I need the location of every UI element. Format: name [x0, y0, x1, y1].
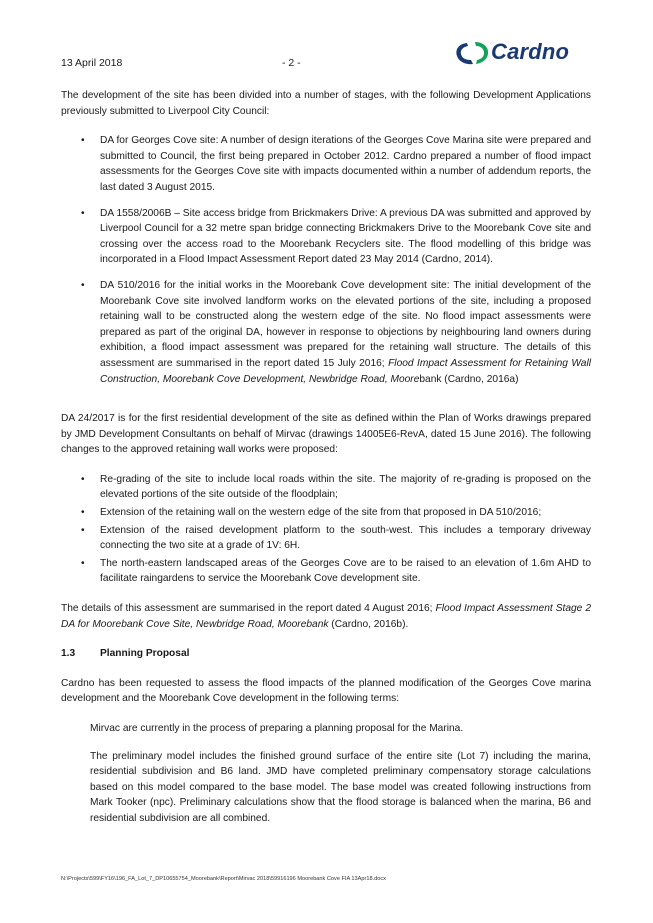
change-text: The north-eastern landscaped areas of the Georges Cove are to be raised to an elevation of 1.6m AHD to facilitate raingardens to service the Moorebank Cove development site.: [100, 557, 591, 585]
intro-paragraph: The development of the site has been divided into a number of stages, with the following Development Applications previously submitted to Liverpool City Council:: [61, 90, 591, 117]
details-paragraph: [61, 601, 591, 632]
cardno-logo-mark-icon: [455, 38, 491, 68]
section-heading: [61, 646, 591, 662]
section-title: Planning Proposal: [100, 648, 190, 660]
document-body: [61, 88, 591, 839]
details-tail: (Cardno, 2016b).: [328, 618, 409, 630]
list-item: • DA 510/2016 for the initial works in the Moorebank Cove development site: The initial development of the Moorebank Cove site involved landform works on the elevated portions of the site, including a proposed retaining wall to be constructed along the western edge of the site. No flood impact assessments were prepared as part of the original DA, however in response to objections by neighbouring land owners during exhibition, a flood impact assessment was prepared for the retaining wall structure. The details of this assessment are summarised in the report dated 15 July 2016; Flood Impact Assessment for Retaining Wall Construction, Moorebank Cove Development, Newbridge Road, Moorebank (Cardno, 2016a): [81, 279, 591, 385]
quote-paragraph: The preliminary model includes the finished ground surface of the entire site (Lot 7) including the marina, residential subdivision and B6 land. JMD have completed preliminary compensatory storage calculations based on this model compared to the base model. The base model was created following instructions from Mark Tooker (npc). Preliminary calculations show that the flood storage is balanced when the marina, B6 and residential subdivision are all combined.: [90, 750, 591, 824]
stage-text: DA for Georges Cove site: A number of design iterations of the Georges Cove Marina site were prepared and submitted to Council, the first being prepared in October 2012. Cardno prepared a number of flood impact assessments for the Georges Cove site with impacts documented within a number of addendum reports, the last dated 3 August 2015.: [100, 135, 591, 193]
da-2417-paragraph: DA 24/2017 is for the first residential development of the site as defined within the Plan of Works drawings prepared by JMD Development Consultants on behalf of Mirvac (drawings 14005E6-RevA, dated 15 June 2016). The following changes to the approved retaining wall works were proposed:: [61, 413, 591, 456]
change-text: Re-grading of the site to include local roads within the site. The majority of re-grading is proposed on the elevated portions of the site outside of the floodplain;: [100, 473, 591, 501]
change-text: Extension of the raised development platform to the south-west. This includes a temporary driveway connecting the two site at a grade of 1V: 6H.: [100, 524, 591, 552]
quote-paragraph: Mirvac are currently in the process of preparing a planning proposal for the Marina.: [90, 723, 464, 734]
list-item: • DA 1558/2006B – Site access bridge from Brickmakers Drive: A previous DA was submitted and approved by Liverpool Council for a 32 metre span bridge connecting Brickmakers Drive to the Moorebank Cove site and crossing over the access road to the Moorebank Recyclers site. The flood modelling of this bridge was incorporated in a Flood Impact Assessment Report dated 23 May 2014 (Cardno, 2014).: [81, 207, 591, 266]
stage-text-tail: bank (Cardno, 2016a): [419, 373, 519, 385]
changes-list: [61, 472, 591, 587]
header-date: 13 April 2018: [61, 57, 123, 69]
details-lead: The details of this assessment are summarised in the report dated 4 August 2016;: [61, 603, 436, 615]
section-number: 1.3: [61, 648, 76, 660]
report-title: Flood Impact Assessment for Retaining Wall Construction, Moorebank Cove Development, Newbridge Road, Moore: [100, 357, 591, 385]
change-text: Extension of the retaining wall on the western edge of the site from that proposed in DA 510/2016;: [100, 507, 542, 519]
header-page-number: - 2 -: [282, 57, 301, 69]
stage-text: DA 510/2016 for the initial works in the Moorebank Cove development site: The initial development of the Moorebank Cove site involved landform works on the elevated portions of the site, including a proposed retaining wall to be constructed along the western edge of the site. No flood impact assessments were prepared as part of the original DA, however in response to objections by neighbouring land owners during exhibition, a flood impact assessment was prepared for the retaining wall structure. The details of this assessment are summarised in the report dated 15 July 2016;: [100, 279, 591, 369]
list-item: • DA for Georges Cove site: A number of design iterations of the Georges Cove Marina site were prepared and submitted to Council, the first being prepared in October 2012. Cardno prepared a number of flood impact assessments for the Georges Cove site with impacts documented within a number of addendum reports, the last dated 3 August 2015.: [81, 135, 591, 193]
list-item: • Extension of the raised development platform to the south-west. This includes a temporary driveway connecting the two site at a grade of 1V: 6H.: [81, 524, 591, 552]
list-item: • Re-grading of the site to include local roads within the site. The majority of re-grading is proposed on the elevated portions of the site outside of the floodplain;: [81, 473, 591, 501]
list-item: • Extension of the retaining wall on the western edge of the site from that proposed in DA 510/2016;: [81, 507, 542, 519]
footer-file-path: N:\Projects\599\FY16\196_FA_Lot_7_DP10655754_Moorebank\Report\Mirvac 2018\59916196 Moorebank Cove FIA 13Apr18.docx: [61, 876, 386, 882]
planning-intro-paragraph: Cardno has been requested to assess the flood impacts of the planned modification of the Georges Cove marina development and the Moorebank Cove development in the following terms:: [61, 677, 591, 705]
report-title: Flood Impact Assessment Stage 2 DA for Moorebank Cove Site, Newbridge Road, Moorebank: [61, 603, 591, 630]
cardno-logo: [455, 38, 615, 68]
list-item: • The north-eastern landscaped areas of the Georges Cove are to be raised to an elevation of 1.6m AHD to facilitate raingardens to service the Moorebank Cove development site.: [81, 557, 591, 585]
logo-wordmark: Cardno: [491, 39, 570, 64]
stage-text: DA 1558/2006B – Site access bridge from Brickmakers Drive: A previous DA was submitted and approved by Liverpool Council for a 32 metre span bridge connecting Brickmakers Drive to the Moorebank Cove site and crossing over the access road to the Moorebank Recyclers site. The flood modelling of this bridge was incorporated in a Flood Impact Assessment Report dated 23 May 2014 (Cardno, 2014).: [100, 207, 591, 266]
stages-list: [61, 133, 591, 387]
